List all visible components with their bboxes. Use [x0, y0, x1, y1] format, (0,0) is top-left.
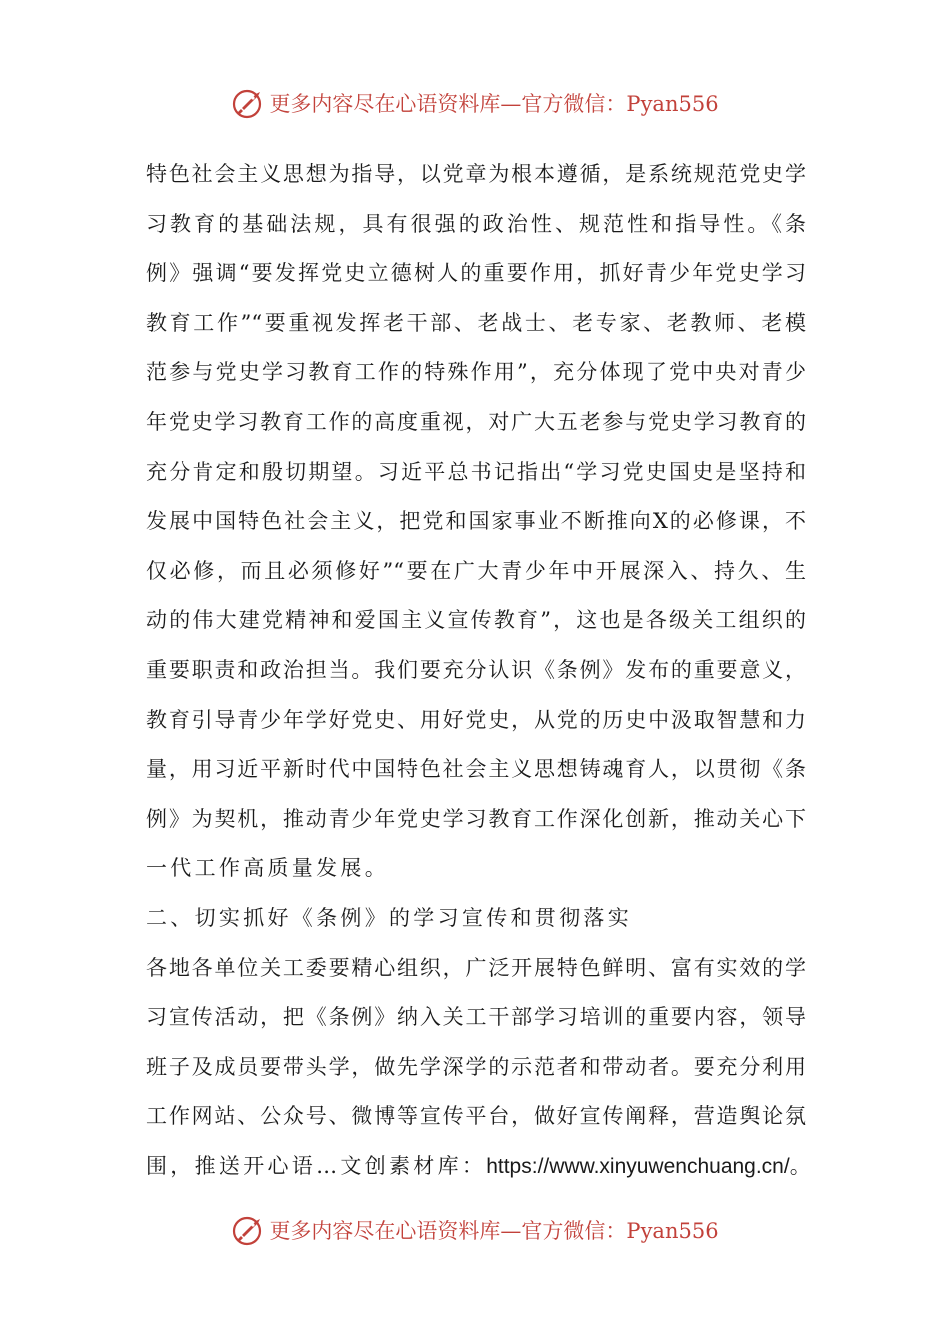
text-line: 习教育的基础法规，具有很强的政治性、规范性和指导性。《条	[146, 211, 806, 236]
text-line: 仅必修，而且必须修好”“要在广大青少年中开展深入、持久、生	[146, 558, 806, 583]
text-line: 年党史学习教育工作的高度重视，对广大五老参与党史学习教育的	[146, 409, 806, 434]
text-line: 教育工作”“要重视发挥老干部、老战士、老专家、老教师、老模	[146, 310, 806, 335]
text-line: 范参与党史学习教育工作的特殊作用”，充分体现了党中央对青少	[146, 360, 806, 385]
text-line: 班子及成员要带头学，做先学深学的示范者和带动者。要充分利用	[146, 1054, 806, 1079]
footer-banner-text: 更多内容尽在心语资料库—官方微信：Pyan556	[269, 1219, 719, 1243]
website-link[interactable]: https://www.xinyuwenchuang.cn/	[486, 1154, 790, 1178]
text-line: 充分肯定和殷切期望。习近平总书记指出“学习党史国史是坚持和	[146, 459, 806, 484]
text-line: 例》为契机，推动青少年党史学习教育工作深化创新，推动关心下	[146, 806, 806, 831]
pen-logo-icon	[231, 1213, 265, 1247]
section-heading: 二、切实抓好《条例》的学习宣传和贯彻落实	[146, 905, 632, 930]
text-line: 发展中国特色社会主义，把党和国家事业不断推向X的必修课，不	[146, 509, 806, 534]
header-banner-text: 更多内容尽在心语资料库—官方微信：Pyan556	[269, 92, 719, 116]
link-prefix-text: 围，推送开心语…文创素材库：	[146, 1153, 487, 1178]
link-suffix-text: 。	[789, 1153, 815, 1178]
document-body	[146, 150, 815, 1191]
text-line: 特色社会主义思想为指导，以党章为根本遵循，是系统规范党史学	[146, 162, 806, 186]
text-line: 各地各单位关工委要精心组织，广泛开展特色鲜明、富有实效的学	[146, 955, 806, 980]
text-line: 工作网站、公众号、微博等宣传平台，做好宣传阐释，营造舆论氛	[146, 1104, 806, 1129]
text-line: 一代工作高质量发展。	[146, 856, 389, 881]
text-line-with-link	[146, 1142, 815, 1192]
text-line: 习宣传活动，把《条例》纳入关工干部学习培训的重要内容，领导	[146, 1005, 806, 1030]
text-line: 重要职责和政治担当。我们要充分认识《条例》发布的重要意义，	[146, 657, 806, 682]
text-line: 量，用习近平新时代中国特色社会主义思想铸魂育人，以贯彻《条	[146, 757, 806, 782]
header-banner	[0, 83, 950, 123]
footer-banner	[0, 1210, 950, 1250]
text-line: 例》强调“要发挥党史立德树人的重要作用，抓好青少年党史学习	[146, 261, 806, 286]
pen-logo-icon	[231, 86, 265, 120]
text-line: 教育引导青少年学好党史、用好党史，从党的历史中汲取智慧和力	[146, 707, 806, 732]
text-line: 动的伟大建党精神和爱国主义宣传教育”，这也是各级关工组织的	[146, 608, 806, 633]
